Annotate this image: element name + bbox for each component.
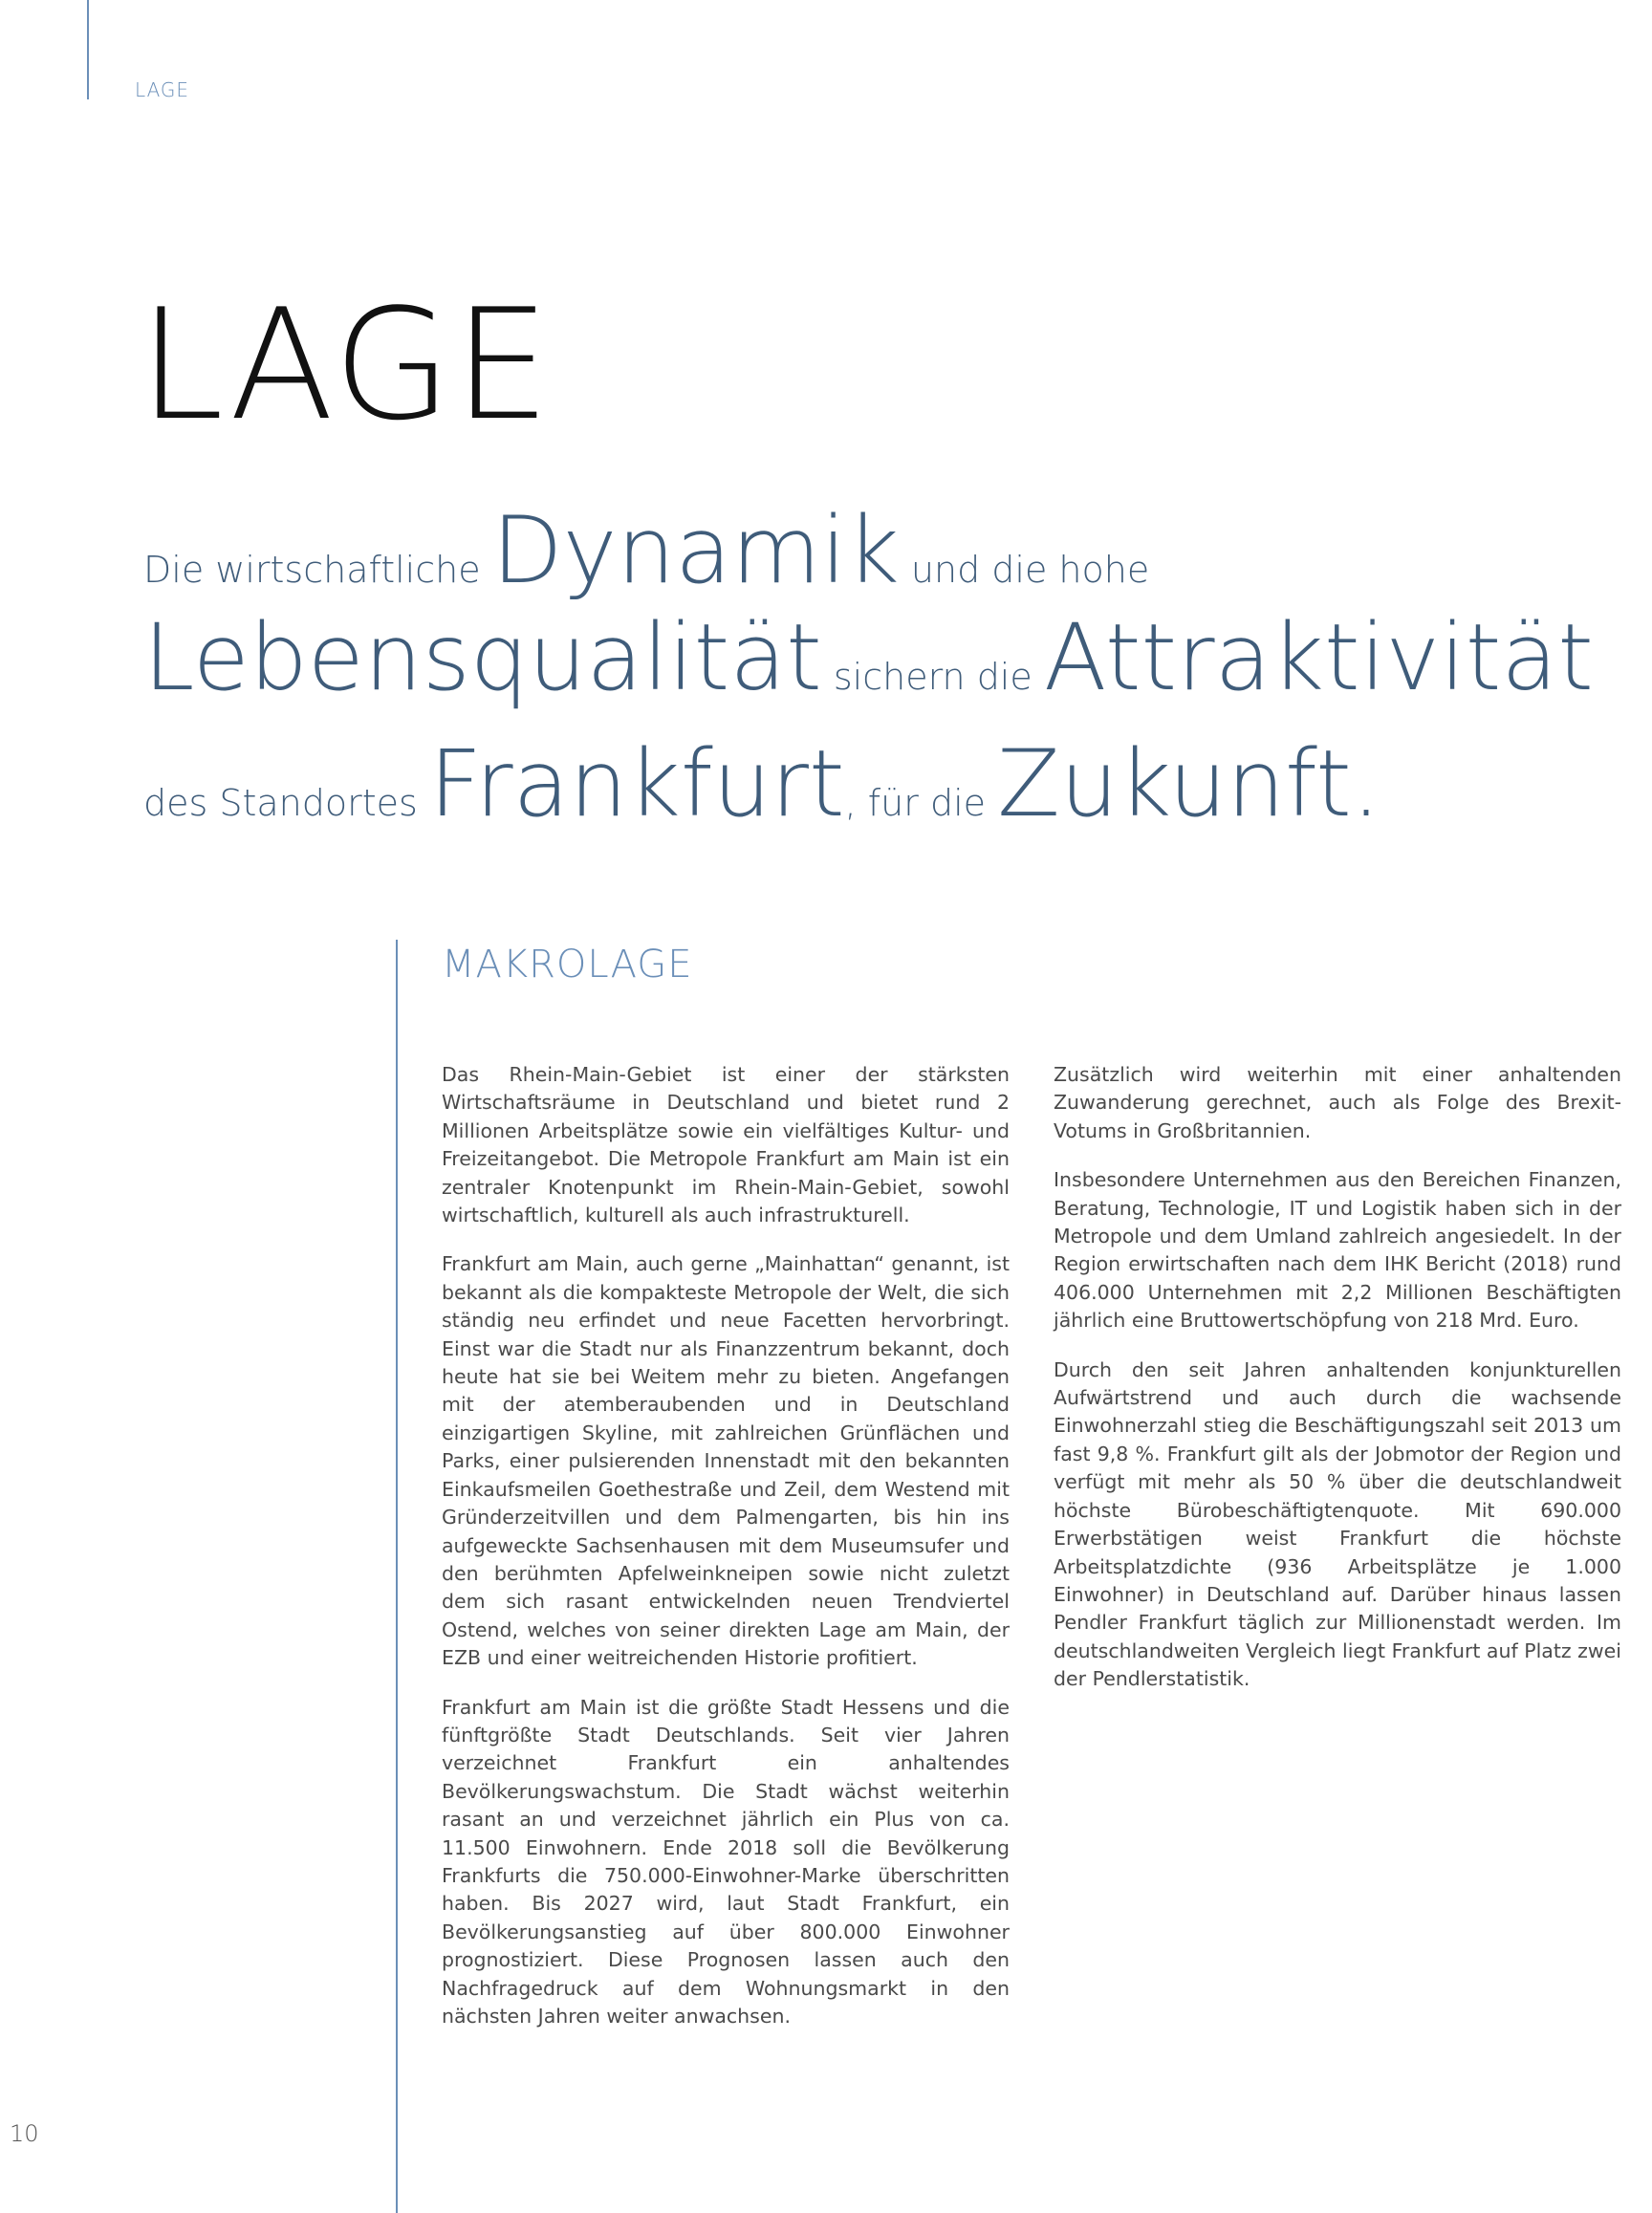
- tagline-emphasis: Attraktivität: [1043, 604, 1594, 711]
- paragraph: Frankfurt am Main, auch gerne „Mainhattan“ genannt, ist bekannt als die kompakteste Metropole der Welt, die sich ständig neu erfindet und neue Facetten hervorbringt. Einst war die Stadt nur als Finanzzentrum bekannt, doch heute hat sie bei Weitem mehr zu bieten. Angefangen mit der atemberaubenden und in Deutschland einzigartigen Skyline, mit zahlreichen Grünflächen und Parks, einer pulsierenden Innenstadt mit den bekannten Einkaufsmeilen Goethestraße und Zeil, dem Westend mit Gründerzeitvillen und dem Palmengarten, bis hin ins aufgeweckte Sachsenhausen mit dem Museumsufer und den berühmten Apfelweinkneipen sowie nicht zuletzt dem sich rasant entwickelnden neuen Trendviertel Ostend, welches von seiner direkten Lage am Main, der EZB und einer weitreichenden Historie profitiert.: [442, 1252, 1010, 1670]
- text-column-right: [1054, 1061, 1621, 1715]
- paragraph: Zusätzlich wird weiterhin mit einer anhaltenden Zuwanderung gerechnet, auch als Folge des Brexit-Votums in Großbritannien.: [1054, 1063, 1621, 1142]
- tagline-text: des Standortes: [143, 782, 429, 824]
- running-header: LAGE: [135, 78, 190, 101]
- tagline-text: und die hohe: [899, 549, 1150, 591]
- tagline-text: Die wirtschaftliche: [143, 549, 492, 591]
- paragraph: Das Rhein-Main-Gebiet ist einer der stärksten Wirtschaftsräume in Deutschland und bietet rund 2 Millionen Arbeitsplätze sowie ein vielfältiges Kultur- und Freizeitangebot. Die Metropole Frankfurt am Main ist ein zentraler Knotenpunkt im Rhein-Main-Gebiet, sowohl wirtschaftlich, kulturell als auch infrastrukturell.: [442, 1063, 1010, 1227]
- section-title: MAKROLAGE: [442, 943, 693, 987]
- tagline-text: sichern die: [821, 656, 1044, 698]
- page-number: 10: [10, 2120, 39, 2147]
- tagline-row-2: [143, 604, 1594, 711]
- page-title: LAGE: [139, 275, 553, 454]
- tagline-row-3: [143, 730, 1380, 837]
- paragraph: Frankfurt am Main ist die größte Stadt Hessens und die fünftgrößte Stadt Deutschlands. Seit vier Jahren verzeichnet Frankfurt ein anhaltendes Bevölkerungswachstum. Die Stadt wächst weiterhin rasant an und verzeichnet jährlich ein Plus von ca. 11.500 Einwohnern. Ende 2018 soll die Bevölkerung Frankfurts die 750.000-Einwohner-Marke überschritten haben. Bis 2027 wird, laut Stadt Frankfurt, ein Bevölkerungsanstieg auf über 800.000 Einwohner prognostiziert. Diese Prognosen lassen auch den Nachfragedruck auf dem Wohnungsmarkt in den nächsten Jahren weiter anwachsen.: [442, 1695, 1010, 2028]
- tagline-emphasis: Frankfurt: [428, 730, 845, 837]
- header-rule: [87, 0, 89, 99]
- tagline-emphasis: Dynamik: [491, 497, 900, 604]
- paragraph: Insbesondere Unternehmen aus den Bereichen Finanzen, Beratung, Technologie, IT und Logistik haben sich in der Metropole und dem Umland zahlreich angesiedelt. In der Region erwirtschaften nach dem IHK Bericht (2018) rund 406.000 Unternehmen mit 2,2 Millionen Beschäftigten jährlich eine Bruttowertschöpfung von 218 Mrd. Euro.: [1054, 1168, 1621, 1333]
- section-rule: [396, 940, 398, 2213]
- tagline-emphasis: Zukunft.: [997, 730, 1381, 837]
- tagline-text: , für die: [844, 782, 998, 824]
- tagline-emphasis: Lebensqualität: [143, 604, 822, 711]
- text-column-left: [442, 1061, 1010, 2051]
- paragraph: Durch den seit Jahren anhaltenden konjunkturellen Aufwärtstrend und auch durch die wachsende Einwohnerzahl stieg die Beschäftigungszahl seit 2013 um fast 9,8 %. Frankfurt gilt als der Jobmotor der Region und verfügt mit mehr als 50 % über die deutschlandweit höchste Bürobeschäftigtenquote. Mit 690.000 Erwerbstätigen weist Frankfurt die höchste Arbeitsplatzdichte (936 Arbeitsplätze je 1.000 Einwohner) in Deutschland auf. Darüber hinaus lassen Pendler Frankfurt täglich zur Millionenstadt werden. Im deutschlandweiten Vergleich liegt Frankfurt auf Platz zwei der Pendlerstatistik.: [1054, 1357, 1621, 1691]
- tagline-row-1: [143, 497, 1149, 604]
